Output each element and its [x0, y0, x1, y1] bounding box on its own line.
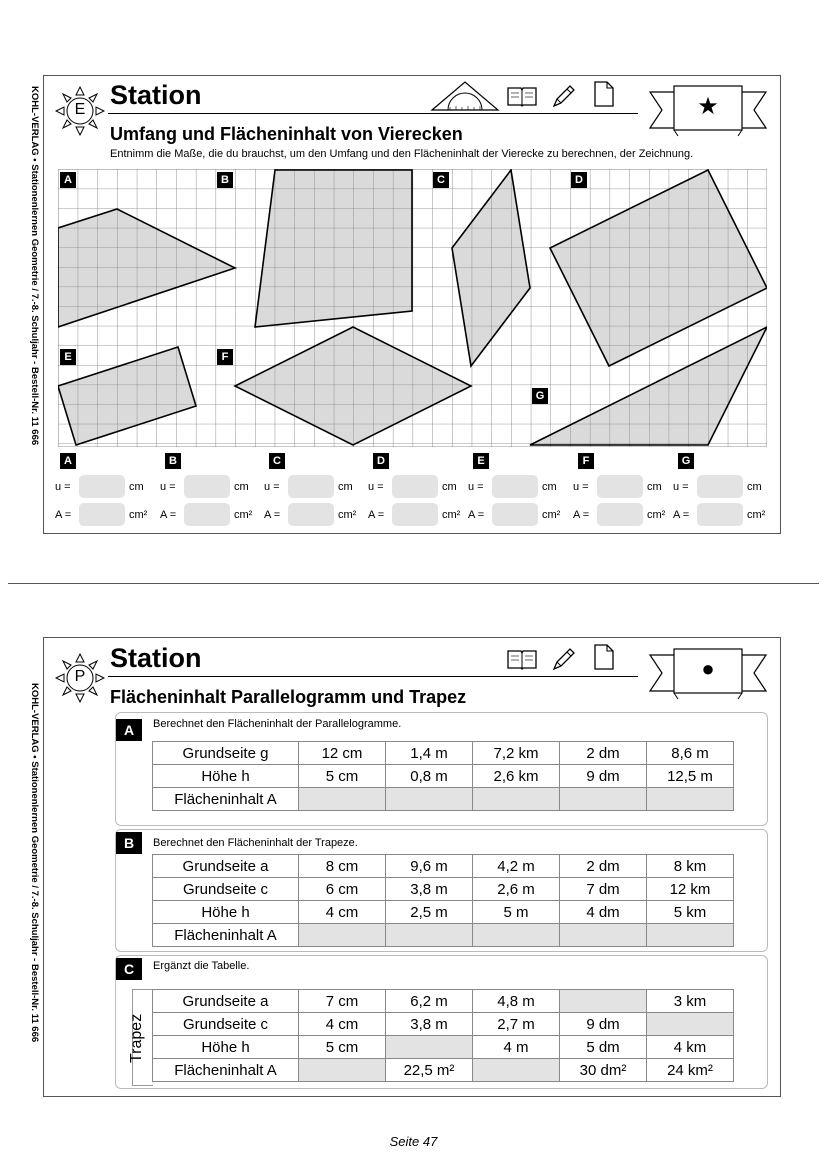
row-label: Flächeninhalt A: [153, 1059, 299, 1082]
table-row: [153, 1013, 734, 1036]
value-cell: 3 km: [647, 990, 734, 1013]
row-label: Grundseite a: [153, 990, 299, 1013]
answer-cell[interactable]: [473, 1059, 560, 1082]
row-label: Grundseite g: [153, 742, 299, 765]
figure-label-g: G: [532, 388, 548, 404]
row-label: Grundseite c: [153, 1013, 299, 1036]
answer-label-c: C: [269, 453, 285, 469]
a-input-a[interactable]: [79, 503, 125, 526]
answer-cell[interactable]: [647, 788, 734, 811]
a-unit: cm²: [542, 509, 561, 521]
figure-label-d: D: [571, 172, 587, 188]
u-input-e[interactable]: [492, 475, 538, 498]
section-c-instruction: Ergänzt die Tabelle.: [153, 960, 250, 972]
trapezoid-table-c: [152, 989, 734, 1082]
row-label: Höhe h: [153, 901, 299, 924]
figure-b: [255, 170, 412, 327]
answer-cell[interactable]: [560, 788, 647, 811]
u-label: u =: [673, 481, 689, 493]
value-cell: 0,8 m: [386, 765, 473, 788]
a-input-g[interactable]: [697, 503, 743, 526]
value-cell: 30 dm²: [560, 1059, 647, 1082]
a-input-d[interactable]: [392, 503, 438, 526]
value-cell: 12 km: [647, 878, 734, 901]
u-unit: cm: [129, 481, 144, 493]
value-cell: 8 km: [647, 855, 734, 878]
badge-letter-p: P: [74, 668, 86, 685]
table-row: [153, 924, 734, 947]
u-unit: cm: [647, 481, 662, 493]
a-unit: cm²: [647, 509, 666, 521]
section-c-letter: C: [116, 958, 142, 980]
table-row: [153, 901, 734, 924]
u-label: u =: [55, 481, 71, 493]
answer-cell[interactable]: [560, 924, 647, 947]
figure-label-b: B: [217, 172, 233, 188]
table-row: [153, 788, 734, 811]
value-cell: 4 cm: [299, 1013, 386, 1036]
value-cell: 6,2 m: [386, 990, 473, 1013]
a-label: A =: [160, 509, 177, 521]
row-label: Grundseite c: [153, 878, 299, 901]
value-cell: 5 cm: [299, 765, 386, 788]
answer-label-d: D: [373, 453, 389, 469]
page-number: Seite 47: [389, 1134, 438, 1149]
value-cell: 9 dm: [560, 1013, 647, 1036]
a-input-e[interactable]: [492, 503, 538, 526]
a-label: A =: [673, 509, 690, 521]
title-underline-1: [108, 113, 638, 114]
subtitle-2: Flächeninhalt Parallelogramm und Trapez: [110, 687, 467, 707]
u-unit: cm: [442, 481, 457, 493]
book-icon: [506, 84, 538, 108]
value-cell: 4 cm: [299, 901, 386, 924]
value-cell: 8,6 m: [647, 742, 734, 765]
table-row: [153, 855, 734, 878]
value-cell: 7 cm: [299, 990, 386, 1013]
figure-label-c: C: [433, 172, 449, 188]
quadrilateral-grid: [58, 169, 767, 447]
value-cell: 12 cm: [299, 742, 386, 765]
answer-label-g: G: [678, 453, 694, 469]
instruction-1: Entnimm die Maße, die du brauchst, um den Umfang und den Flächeninhalt der Vierecke zu berechnen, der Zeichnung.: [110, 148, 694, 160]
u-label: u =: [160, 481, 176, 493]
figure-label-e: E: [60, 349, 76, 365]
answer-cell[interactable]: [386, 1036, 473, 1059]
subtitle-1: Umfang und Flächeninhalt von Vierecken: [110, 124, 463, 144]
value-cell: 2 dm: [560, 742, 647, 765]
value-cell: 8 cm: [299, 855, 386, 878]
row-label: Höhe h: [153, 1036, 299, 1059]
a-label: A =: [573, 509, 590, 521]
a-label: A =: [368, 509, 385, 521]
u-input-d[interactable]: [392, 475, 438, 498]
table-row: [153, 990, 734, 1013]
title-underline-2: [108, 676, 638, 677]
a-input-f[interactable]: [597, 503, 643, 526]
value-cell: 4 km: [647, 1036, 734, 1059]
a-input-c[interactable]: [288, 503, 334, 526]
value-cell: 2,5 m: [386, 901, 473, 924]
u-input-g[interactable]: [697, 475, 743, 498]
value-cell: 3,8 m: [386, 1013, 473, 1036]
a-label: A =: [264, 509, 281, 521]
set-square-icon: [430, 80, 500, 112]
value-cell: 1,4 m: [386, 742, 473, 765]
value-cell: 5 km: [647, 901, 734, 924]
value-cell: 5 cm: [299, 1036, 386, 1059]
value-cell: 6 cm: [299, 878, 386, 901]
table-row: [153, 1036, 734, 1059]
value-cell: 2,6 km: [473, 765, 560, 788]
table-row: [153, 878, 734, 901]
page-divider: [8, 583, 819, 584]
a-unit: cm²: [442, 509, 461, 521]
value-cell: 4 dm: [560, 901, 647, 924]
badge-letter-e: E: [74, 101, 86, 118]
value-cell: 9 dm: [560, 765, 647, 788]
answer-cell[interactable]: [299, 1059, 386, 1082]
row-label: Höhe h: [153, 765, 299, 788]
pencil-icon: [550, 84, 576, 108]
answer-cell[interactable]: [473, 924, 560, 947]
a-unit: cm²: [747, 509, 766, 521]
value-cell: 9,6 m: [386, 855, 473, 878]
answer-label-a: A: [60, 453, 76, 469]
section-b-instruction: Berechnet den Flächeninhalt der Trapeze.: [153, 837, 358, 849]
row-label: Grundseite a: [153, 855, 299, 878]
publisher-side-text-1: KOHL-VERLAG • Stationenlernen Geometrie / 7.-8. Schuljahr - Bestell-Nr. 11 666: [29, 86, 40, 446]
parallelogram-table: [152, 741, 734, 811]
section-b-letter: B: [116, 832, 142, 854]
section-a-instruction: Berechnet den Flächeninhalt der Parallelogramme.: [153, 718, 402, 730]
answer-cell[interactable]: [299, 924, 386, 947]
figure-label-f: F: [217, 349, 233, 365]
value-cell: 22,5 m²: [386, 1059, 473, 1082]
u-input-a[interactable]: [79, 475, 125, 498]
u-unit: cm: [234, 481, 249, 493]
value-cell: 4,2 m: [473, 855, 560, 878]
table-row: [153, 742, 734, 765]
answer-cell[interactable]: [299, 788, 386, 811]
publisher-side-text-2: KOHL-VERLAG • Stationenlernen Geometrie / 7.-8. Schuljahr - Bestell-Nr. 11 666: [29, 683, 40, 1043]
u-input-b[interactable]: [184, 475, 230, 498]
page-icon: [593, 80, 615, 108]
book-icon: [506, 647, 538, 671]
a-unit: cm²: [338, 509, 357, 521]
u-label: u =: [573, 481, 589, 493]
trapezoid-table-b: [152, 854, 734, 947]
ribbon-dot-icon: ●: [701, 656, 715, 681]
ribbon-star-icon: ★: [697, 93, 719, 120]
value-cell: 5 m: [473, 901, 560, 924]
u-label: u =: [368, 481, 384, 493]
station-title-1: Station: [110, 80, 202, 110]
value-cell: 2,6 m: [473, 878, 560, 901]
a-label: A =: [468, 509, 485, 521]
answer-label-b: B: [165, 453, 181, 469]
answer-cell[interactable]: [647, 924, 734, 947]
value-cell: 5 dm: [560, 1036, 647, 1059]
answer-label-e: E: [473, 453, 489, 469]
value-cell: 24 km²: [647, 1059, 734, 1082]
pencil-icon: [550, 647, 576, 671]
value-cell: 12,5 m: [647, 765, 734, 788]
a-label: A =: [55, 509, 72, 521]
value-cell: 7 dm: [560, 878, 647, 901]
table-row: [153, 765, 734, 788]
value-cell: 2,7 m: [473, 1013, 560, 1036]
value-cell: 4 m: [473, 1036, 560, 1059]
u-label: u =: [468, 481, 484, 493]
answer-cell[interactable]: [647, 1013, 734, 1036]
u-label: u =: [264, 481, 280, 493]
u-input-f[interactable]: [597, 475, 643, 498]
value-cell: 4,8 m: [473, 990, 560, 1013]
page-icon: [593, 643, 615, 671]
trapez-side-label: Trapez: [128, 1013, 145, 1063]
a-unit: cm²: [129, 509, 148, 521]
answer-cell[interactable]: [386, 924, 473, 947]
answer-cell[interactable]: [560, 990, 647, 1013]
station-title-2: Station: [110, 643, 202, 673]
value-cell: 2 dm: [560, 855, 647, 878]
answer-label-f: F: [578, 453, 594, 469]
figure-label-a: A: [60, 172, 76, 188]
u-unit: cm: [542, 481, 557, 493]
a-input-b[interactable]: [184, 503, 230, 526]
answer-cell[interactable]: [473, 788, 560, 811]
u-unit: cm: [338, 481, 353, 493]
answer-cell[interactable]: [386, 788, 473, 811]
table-row: [153, 1059, 734, 1082]
value-cell: 7,2 km: [473, 742, 560, 765]
row-label: Flächeninhalt A: [153, 924, 299, 947]
value-cell: 3,8 m: [386, 878, 473, 901]
section-a-letter: A: [116, 719, 142, 741]
row-label: Flächeninhalt A: [153, 788, 299, 811]
a-unit: cm²: [234, 509, 253, 521]
u-unit: cm: [747, 481, 762, 493]
u-input-c[interactable]: [288, 475, 334, 498]
